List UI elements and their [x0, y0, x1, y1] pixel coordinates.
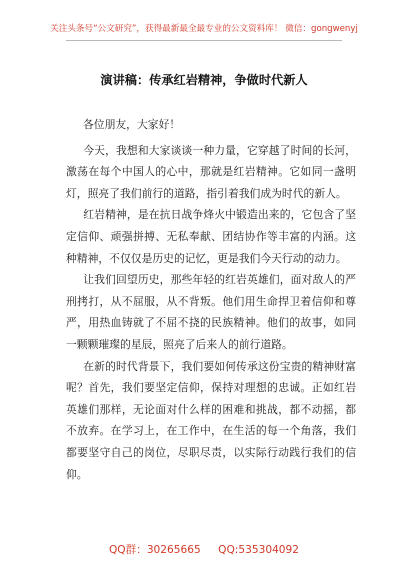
- page-header: 关注头条号“公文研究”，获得最新最全最专业的公文资料库！ 微信：gongwenyj: [50, 24, 358, 34]
- footer-qq-group: QQ群：30265665: [108, 544, 201, 556]
- paragraph: 让我们回望历史，那些年轻的红岩英雄们，面对敌人的严刑拷打，从不屈服，从不背叛。他们用生命捍卫着信仰和尊严，用热血铸就了不屈不挠的民族精神。他们的故事，如同一颗颗璀璨的星辰，照亮了后来人的前行道路。: [66, 273, 356, 351]
- paragraph: 今天，我想和大家谈谈一种力量，它穿越了时间的长河，激荡在每个中国人的心中，那就是红岩精神。它如同一盏明灯，照亮了我们前行的道路，指引着我们成为时代的新人。: [66, 143, 356, 200]
- document-title: 演讲稿：传承红岩精神，争做时代新人: [100, 73, 308, 87]
- paragraph: 在新的时代背景下，我们要如何传承这份宝贵的精神财富呢？首先，我们要坚定信仰，保持对理想的忠诚。正如红岩英雄们那样，无论面对什么样的困难和挑战，都不动摇，都不放弃。在学习上，在工作中，在生活的每一个角落，我们都要坚守自己的岗位，尽职尽责，以实际行动践行我们的信仰。: [66, 359, 356, 481]
- header-divider: [66, 40, 342, 41]
- document-body: [66, 114, 356, 485]
- paragraph: 红岩精神，是在抗日战争烽火中锻造出来的，它包含了坚定信仰、顽强拼搏、无私奉献、团结协作等丰富的内涵。这种精神，不仅仅是历史的记忆，更是我们今天行动的动力。: [66, 208, 356, 265]
- page-footer: [0, 542, 408, 557]
- greeting: 各位朋友，大家好！: [83, 118, 181, 131]
- footer-qq: QQ:535304092: [218, 544, 300, 556]
